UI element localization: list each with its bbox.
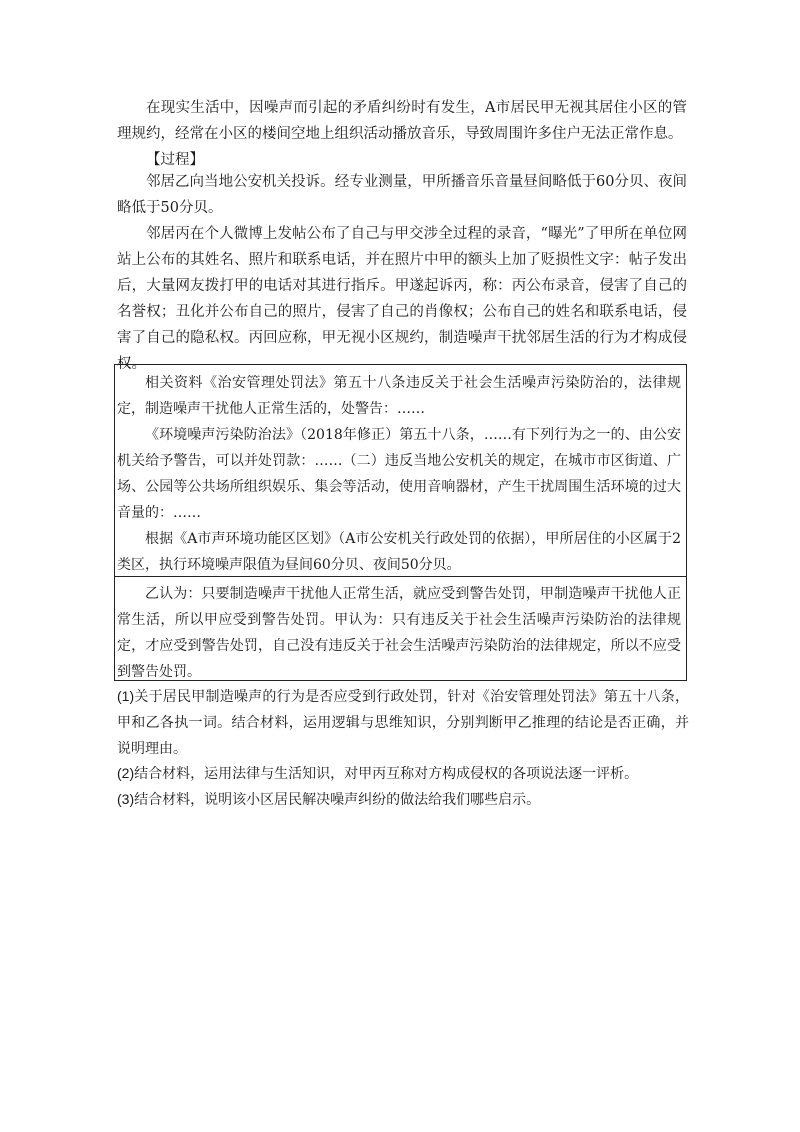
intro-paragraph: 在现实生活中，因噪声而引起的矛盾纠纷时有发生，A市居民甲无视其居住小区的管理规约，经常在小区的楼间空地上组织活动播放音乐，导致周围许多住户无法正常作息。 [117,100,687,142]
dispute-paragraph: 乙认为：只要制造噪声干扰他人正常生活，就应受到警告处罚，甲制造噪声干扰他人正常生活，所以甲应受到警告处罚。甲认为：只有违反关于社会生活噪声污染防治的法律规定，才应受到警告处罚，自己没有违反关于社会生活噪声污染防治的法律规定，所以不应受到警告处罚。 [117,586,681,680]
dispute-content [117,581,681,685]
material-public-security-law: 相关资料《治安管理处罚法》第五十八条违反关于社会生活噪声污染防治的，法律规定，制造噪声干扰他人正常生活的，处警告：…… [117,375,681,417]
material-noise-law: 《环境噪声污染防治法》（2018年修正）第五十八条，……有下列行为之一的、由公安机关给予警告，可以并处罚款：……（二）违反当地公安机关的规定，在城市市区街道、广场、公园等公共场所组织娱乐、集会等活动，使用音响器材，产生干扰周围生活环境的过大音量的：…… [117,427,681,521]
process-heading: 【过程】 [146,152,204,168]
question-3: (3)结合材料，说明该小区居民解决噪声纠纷的做法给我们哪些启示。 [117,791,541,807]
question-1: (1)关于居民甲制造噪声的行为是否应受到行政处罚，针对《治安管理处罚法》第五十八条，甲和乙各执一词。结合材料，运用逻辑与思维知识，分别判断甲乙推理的结论是否正确，并说明理由。 [117,688,689,756]
question-2: (2)结合材料，运用法律与生活知识，对甲丙互称对方构成侵权的各项说法逐一评析。 [117,765,639,781]
process-paragraph-complaint: 邻居乙向当地公安机关投诉。经专业测量，甲所播音乐音量昼间略低于60分贝、夜间略低于50分贝。 [117,174,687,216]
process-paragraph-lawsuit: 邻居丙在个人微博上发帖公布了自己与甲交涉全过程的录音，“曝光”了甲所在单位网站上公布的其姓名、照片和联系电话，并在照片中甲的额头上加了贬损性文字：帖子发出后，大量网友拨打甲的电话对其进行指斥。甲遂起诉丙，称：丙公布录音，侵害了自己的名誉权；丑化并公布自己的照片，侵害了自己的肖像权；公布自己的姓名和联系电话，侵害了自己的隐私权。丙回应称，甲无视小区规约，制造噪声干扰邻居生活的行为才构成侵权。 [117,226,687,372]
materials-content [117,370,681,578]
material-zoning: 根据《A市声环境功能区区划》（A市公安机关行政处罚的依据），甲所居住的小区属于2类区，执行环境噪声限值为昼间60分贝、夜间50分贝。 [117,531,681,573]
